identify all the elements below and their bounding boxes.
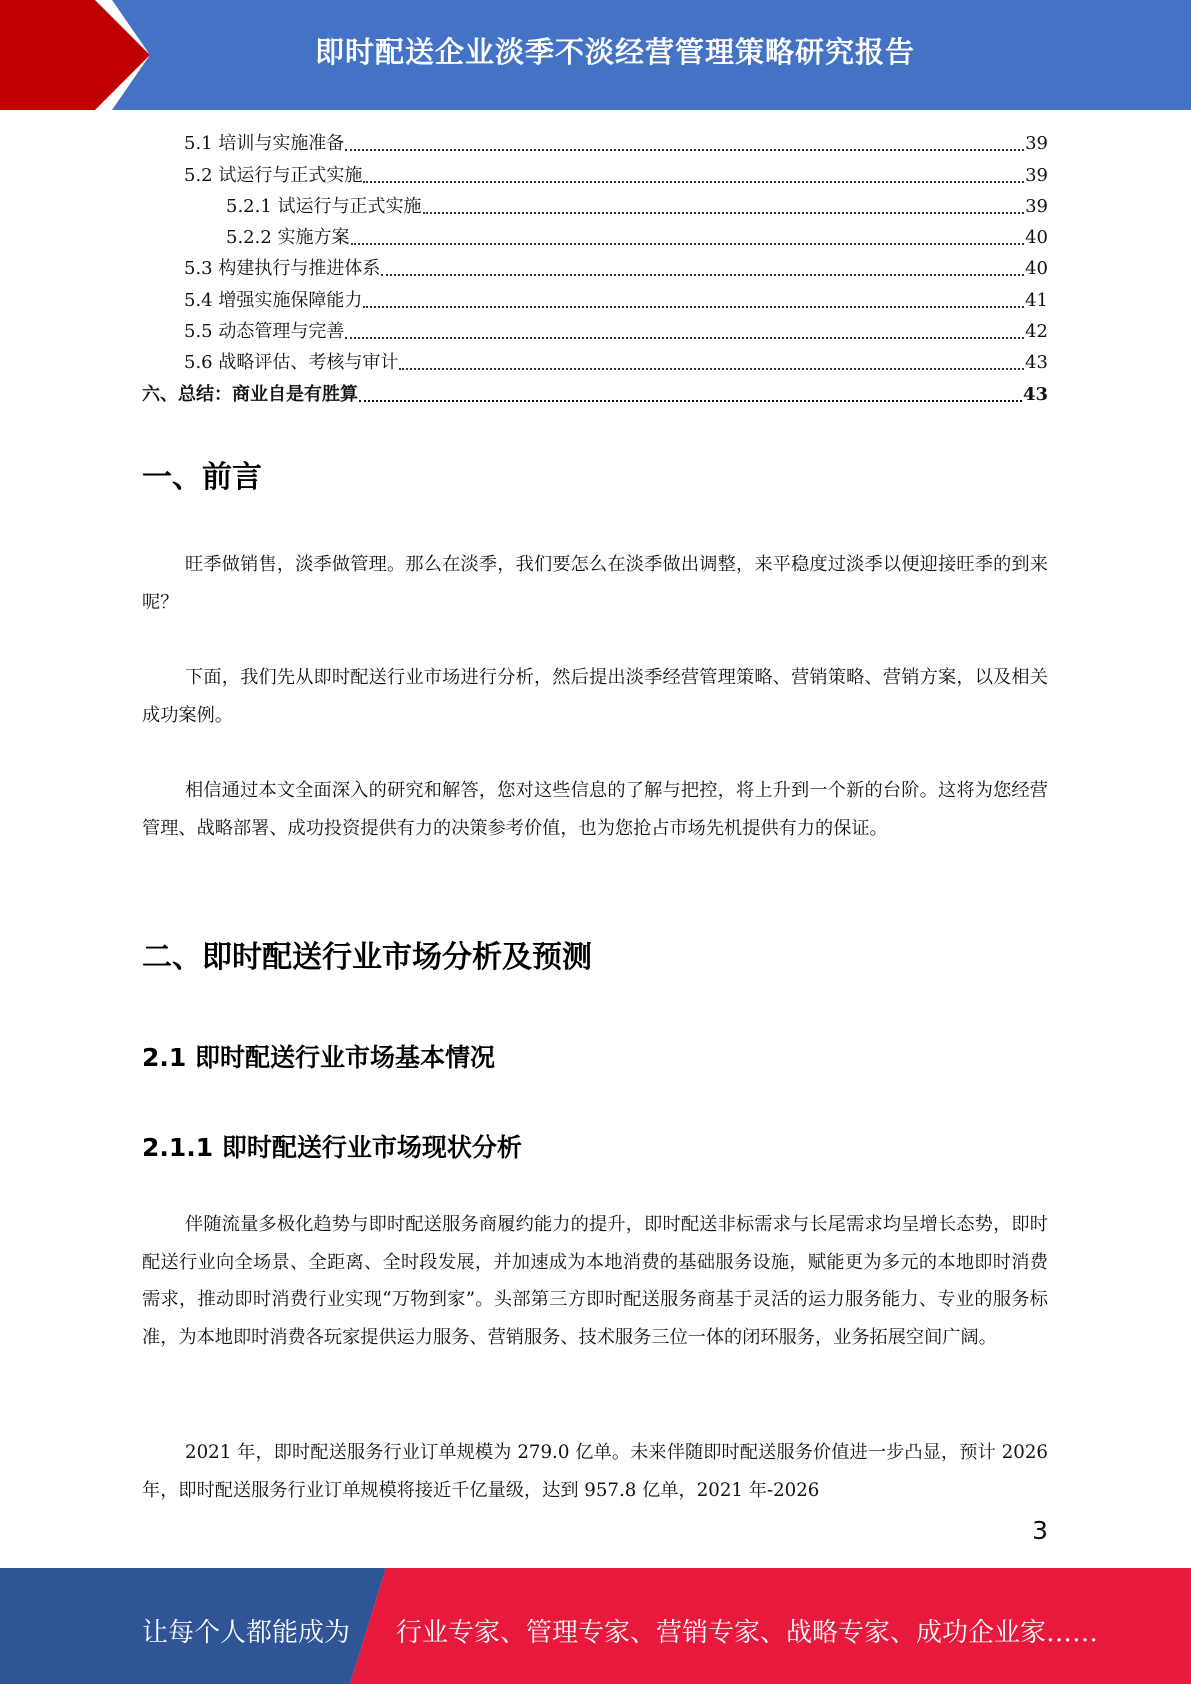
table-of-contents — [142, 128, 1048, 410]
toc-entry[interactable] — [142, 347, 1048, 378]
toc-dot-leader — [399, 368, 1024, 370]
toc-entry[interactable] — [142, 159, 1048, 190]
toc-entry-label: 5.2.1 试运行与正式实施 — [226, 195, 422, 217]
toc-entry-label: 5.2 试运行与正式实施 — [184, 164, 363, 186]
toc-dot-leader — [351, 243, 1025, 245]
toc-entry-page: 43 — [1025, 352, 1048, 374]
toc-entry[interactable] — [142, 253, 1048, 284]
footer-slogan-left: 让每个人都能成为 — [142, 1618, 351, 1648]
body-paragraph: 相信通过本文全面深入的研究和解答，您对这些信息的了解与把控，将上升到一个新的台阶。这将为您经营管理、战略部署、成功投资提供有力的决策参考价值，也为您抢占市场先机提供有力的保证。 — [142, 780, 1048, 839]
toc-entry-page: 39 — [1025, 164, 1048, 186]
toc-entry[interactable] — [142, 128, 1048, 159]
subsubsection-heading: 2.1.1 即时配送行业市场现状分析 — [142, 1133, 522, 1162]
toc-entry[interactable] — [142, 222, 1048, 253]
toc-dot-leader — [345, 337, 1024, 339]
footer-slogan-right: 行业专家、管理专家、营销专家、战略专家、成功企业家…… — [396, 1618, 1099, 1648]
toc-entry-page: 39 — [1025, 133, 1048, 155]
toc-entry-label: 5.3 构建执行与推进体系 — [184, 258, 381, 280]
toc-dot-leader — [359, 400, 1022, 402]
page-header — [0, 0, 1191, 110]
toc-dot-leader — [381, 274, 1024, 276]
toc-dot-leader — [423, 212, 1025, 214]
toc-entry[interactable] — [142, 284, 1048, 315]
page-number: 3 — [1032, 1516, 1048, 1545]
toc-entry-label: 5.1 培训与实施准备 — [184, 133, 345, 155]
toc-dot-leader — [345, 149, 1024, 151]
page-footer — [0, 1568, 1191, 1684]
toc-entry-page: 42 — [1025, 321, 1048, 343]
toc-entry[interactable] — [142, 191, 1048, 222]
body-paragraph: 伴随流量多极化趋势与即时配送服务商履约能力的提升，即时配送非标需求与长尾需求均呈增长态势，即时配送行业向全场景、全距离、全时段发展，并加速成为本地消费的基础服务设施，赋能更为多元的本地即时消费需求，推动即时消费行业实现“万物到家”。头部第三方即时配送服务商基于灵活的运力服务能力、专业的服务标准，为本地即时消费各玩家提供运力服务、营销服务、技术服务三位一体的闭环服务，业务拓展空间广阔。 — [142, 1214, 1048, 1348]
toc-entry-page: 40 — [1025, 258, 1048, 280]
toc-dot-leader — [363, 306, 1024, 308]
toc-entry-label: 5.6 战略评估、考核与审计 — [184, 352, 399, 374]
toc-entry-label: 5.2.2 实施方案 — [226, 227, 350, 249]
body-paragraph: 下面，我们先从即时配送行业市场进行分析，然后提出淡季经营管理策略、营销策略、营销方案，以及相关成功案例。 — [142, 667, 1048, 726]
toc-entry-label: 六、总结：商业自是有胜算 — [142, 383, 358, 405]
section-heading-preface: 一、前言 — [142, 460, 262, 495]
section-heading-market: 二、即时配送行业市场分析及预测 — [142, 940, 592, 975]
subsection-heading: 2.1 即时配送行业市场基本情况 — [142, 1043, 495, 1072]
header-title: 即时配送企业淡季不淡经营管理策略研究报告 — [314, 35, 915, 69]
toc-entry-label: 5.5 动态管理与完善 — [184, 321, 345, 343]
toc-entry-chapter[interactable] — [142, 378, 1048, 409]
body-paragraph: 2021 年，即时配送服务行业订单规模为 279.0 亿单。未来伴随即时配送服务价值进一步凸显，预计 2026 年，即时配送服务行业订单规模将接近千亿量级，达到 957.8 亿单，2021 年-2026 — [142, 1442, 1048, 1501]
toc-dot-leader — [363, 181, 1024, 183]
toc-entry-label: 5.4 增强实施保障能力 — [184, 289, 363, 311]
toc-entry-page: 43 — [1022, 383, 1048, 405]
toc-entry[interactable] — [142, 316, 1048, 347]
toc-entry-page: 40 — [1025, 227, 1048, 249]
body-paragraph: 旺季做销售，淡季做管理。那么在淡季，我们要怎么在淡季做出调整，来平稳度过淡季以便迎接旺季的到来呢？ — [142, 554, 1048, 613]
toc-entry-page: 41 — [1025, 289, 1048, 311]
toc-entry-page: 39 — [1025, 195, 1048, 217]
